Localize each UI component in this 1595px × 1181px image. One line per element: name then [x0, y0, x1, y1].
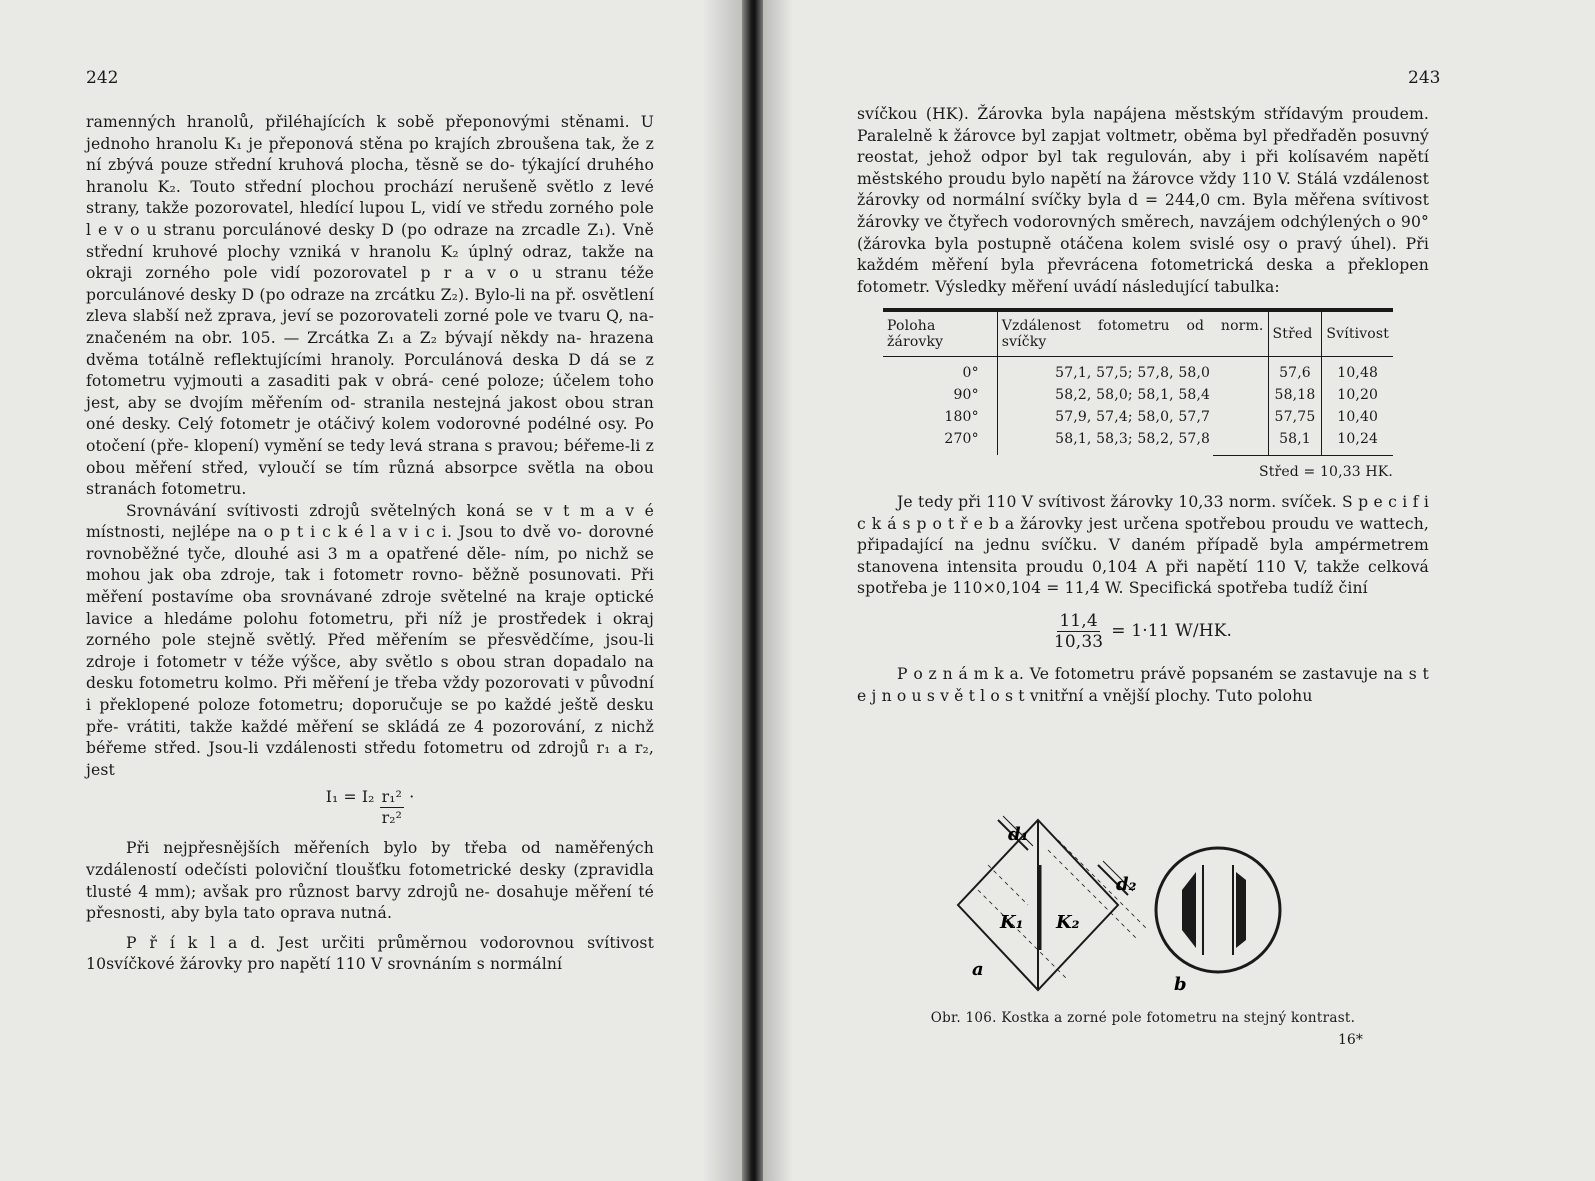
- table-cell: 58,1, 58,3; 58,2, 57,8: [997, 428, 1268, 455]
- text-line: aby světlo s obou stran dopadalo na desku fotometru kolmo.: [86, 652, 654, 693]
- specific-consumption-formula: [857, 606, 1429, 658]
- text-line: na žárovce vždy 110 V. Stálá vzdálenost žárovky od normální: [857, 169, 1429, 210]
- text-line: dosahuje měření té přesnosti, aby byla tato oprava nutná.: [86, 882, 655, 923]
- table-cell: 10,20: [1322, 384, 1393, 406]
- text-line: r₁ a r₂, jest: [86, 739, 654, 779]
- text-line: místnosti, nejlépe na o p t i c k é l a v i c i. Jsou to dvě vo-: [86, 523, 589, 542]
- figure-caption: Obr. 106. Kostka a zorné pole fotometru na stejný kontrast.: [930, 1010, 1356, 1026]
- formula-numerator: r₁²: [381, 788, 403, 807]
- right-paragraph-1: [857, 104, 1429, 298]
- right-body-text: [857, 104, 1429, 707]
- right-page-shade: [763, 0, 793, 1181]
- text-line: vzdáleností odečísti poloviční tloušťku fotometrické desky: [86, 861, 574, 879]
- label-a: a: [972, 959, 984, 980]
- field-of-view-diagram: [1156, 848, 1280, 972]
- left-page: [0, 0, 742, 1181]
- table-cell: 58,2, 58,0; 58,1, 58,4: [997, 384, 1268, 406]
- text-line: při níž je prostředek i okraj zorného pole stejně světlý. Před: [86, 609, 654, 650]
- inverse-square-formula: [86, 787, 654, 828]
- text-line: klopení) vymění se tedy levá strana s pravou; béřeme-li: [194, 436, 646, 455]
- text-line: měřením se přesvědčíme, jsou-li zdroje i fotometr v téže výšce,: [86, 631, 654, 671]
- consumption-denominator: 10,33: [1053, 632, 1104, 653]
- table-cell: 270°: [944, 431, 979, 448]
- text-line: Srovnávání svítivosti zdrojů světelných koná se v t m a v é: [126, 501, 654, 520]
- text-line: (zpravidla tlusté 4 mm); avšak pro různost barvy zdrojů ne-: [86, 861, 654, 901]
- text-line: nerušeně světlo z levé strany, takže pozorovatel, hledící lupou L,: [86, 177, 654, 218]
- text-line: poloze fotometru; doporučuje se po každé ještě desku pře-: [86, 696, 655, 736]
- table-cell: 10,48: [1322, 357, 1393, 385]
- cube-diagram: [958, 816, 1148, 990]
- table-row: [883, 428, 1393, 455]
- right-page-number: 243: [1408, 68, 1441, 88]
- text-line: světelné na kraje optické lavice a hledáme polohu fotometru,: [86, 588, 654, 628]
- table-cell: 90°: [953, 387, 979, 404]
- right-paragraph-2: [857, 492, 1429, 600]
- right-paragraph-3: [857, 664, 1429, 707]
- text-line: z obou měření střed, vyloučí se tím různá absorpce světla: [86, 436, 654, 477]
- text-line: případě byla ampérmetrem stanovena intensita proudu 0,104 A: [857, 536, 1429, 576]
- table-row: [883, 357, 1393, 385]
- left-body-text: [86, 112, 654, 976]
- table-cell: 57,6: [1268, 357, 1322, 385]
- table-cell: 10,40: [1322, 406, 1393, 428]
- table-cell: 57,75: [1268, 406, 1322, 428]
- text-line: aby i při kolísavém napětí městského proudu bylo napětí: [857, 148, 1429, 188]
- formula-denominator: r₂²: [381, 809, 403, 828]
- text-line: úhel). Při každém měření byla převrácena fotometrická deska: [857, 234, 1429, 275]
- text-line: Při měření je třeba vždy pozorovati v původní i překlopené: [86, 674, 654, 715]
- text-line: tabulka:: [1214, 277, 1280, 296]
- text-line: vrátiti, takže každé měření se skládá ze 4 pozorování, z nichž: [126, 717, 655, 736]
- left-paragraph-3: [86, 838, 654, 924]
- text-line: cené poloze; účelem toho jest, aby se dvojím měřením od-: [86, 372, 654, 412]
- table-cell: 58,1: [1268, 428, 1322, 455]
- formula-lhs: I₁ = I₂: [325, 788, 375, 807]
- text-line: proudu ve wattech, připadající na jednu svíčku. V daném: [857, 514, 1429, 555]
- text-line: na obou stranách fotometru.: [86, 458, 654, 499]
- table-cell: 180°: [944, 409, 979, 426]
- left-paragraph-4: [86, 933, 654, 976]
- label-d1: d₁: [1008, 824, 1029, 845]
- table-header-intensity: Svítivost: [1322, 310, 1393, 357]
- text-line: (po odraze na zrcadle Z₁). Vně střední kruhové plochy vzniká: [86, 220, 654, 261]
- table-cell: 57,9, 57,4; 58,0, 57,7: [997, 406, 1268, 428]
- table-body: [883, 357, 1393, 456]
- text-line: předřaděn posuvný reostat, jehož odpor byl tak regulován,: [857, 126, 1429, 167]
- text-line: stranila nestejná jakost obou stran oné desky. Celý fotometr: [86, 393, 654, 434]
- left-page-shade: [702, 0, 742, 1181]
- table-cell: 10,24: [1322, 428, 1393, 455]
- mean-rule: [1213, 455, 1393, 456]
- text-line: Při nejpřesnějších měřeních bylo by třeba od naměřených: [126, 839, 654, 858]
- text-line: P o z n á m k a. Ve fotometru právě popsaném se zastavuje: [897, 664, 1384, 683]
- text-line: v hranolu K₂ úplný odraz, takže na okraji zorného pole vidí: [86, 242, 655, 283]
- left-paragraph-1: [86, 112, 654, 501]
- table-cell: 57,1, 57,5; 57,8, 58,0: [997, 357, 1268, 385]
- left-half-field: [1182, 872, 1196, 948]
- photometer-figure: [948, 810, 1388, 1010]
- book-gutter: [742, 0, 763, 1181]
- table-mean: Střed = 10,33 HK.: [1259, 464, 1393, 481]
- consumption-fraction: [1054, 611, 1103, 652]
- label-k1: K₁: [1000, 912, 1024, 933]
- field-circle: [1156, 848, 1280, 972]
- text-line: ním, po nichž se mohou jak oba zdroje, tak i fotometr rovno-: [86, 544, 654, 585]
- table-header-distance: Vzdálenost fotometru od norm. svíčky: [997, 310, 1268, 357]
- results-table: [883, 308, 1393, 455]
- table-header-position: Poloha žárovky: [883, 310, 997, 357]
- right-page: [763, 0, 1595, 1181]
- text-line: svíčky byla d = 244,0 cm. Byla měřena svítivost žárovky ve: [857, 191, 1429, 231]
- sheet-signature: 16*: [1338, 1032, 1363, 1048]
- table-row: [883, 406, 1393, 428]
- label-d2: d₂: [1116, 874, 1137, 895]
- text-line: Je tedy při 110 V svítivost žárovky 10,33 norm. svíček.: [897, 492, 1343, 511]
- text-line: vidí ve středu zorného pole l e v o u stranu porculánové desky D: [86, 199, 654, 239]
- text-line: tak, že z ní zbývá pouze střední kruhová plocha, těsně se do-: [86, 134, 654, 175]
- table-cell: 0°: [962, 365, 979, 382]
- table-cell: 58,18: [1268, 384, 1322, 406]
- table-header-row: [883, 310, 1393, 357]
- left-paragraph-2: [86, 501, 654, 782]
- text-line: týkající druhého hranolu K₂. Touto střední plochou prochází: [86, 156, 655, 196]
- formula-end: ·: [409, 788, 415, 807]
- table-header-mean: Střed: [1268, 310, 1322, 357]
- text-line: odraze na zrcátku Z₂). Bylo-li na př. osvětlení zleva slabší: [86, 285, 654, 326]
- text-line: dorovné rovnoběžné tyče, dlouhé asi 3 m a opatřené děle-: [86, 523, 654, 563]
- right-half-field: [1236, 872, 1246, 948]
- text-line: deska D dá se z fotometru vyjmouti a zasaditi pak v obrá-: [86, 350, 654, 391]
- table-row: [883, 384, 1393, 406]
- text-line: než zprava, jeví se pozorovateli zorné pole ve tvaru Q, na-: [184, 307, 654, 326]
- text-line: pozorovatel p r a v o u stranu téže porculánové desky D (po: [86, 264, 654, 304]
- text-line: proudem. Paralelně k žárovce byl zapjat voltmetr, oběma byl: [857, 105, 1429, 145]
- text-line: P ř í k l a d. Jest určiti průměrnou vodorovnou svítivost: [126, 933, 654, 952]
- text-line: hrazena dvěma totálně reflektujícími hranoly. Porculánová: [86, 328, 654, 369]
- text-line: 10svíčkové žárovky pro napětí 110 V srovnáním s normální: [86, 955, 563, 974]
- formula-fraction: [380, 787, 404, 828]
- consumption-result: = 1·11 W/HK.: [1111, 621, 1233, 642]
- text-line: na s t e j n o u s v ě t l o s t vnitřní a vnější plochy. Tuto polohu: [857, 664, 1429, 705]
- label-k2: K₂: [1056, 912, 1080, 933]
- text-line: běžně posunovati. Při měření postavíme oba srovnávané zdroje: [86, 566, 654, 607]
- text-line: je otáčivý kolem vodorovné podélné osy. Po otočení (pře-: [86, 415, 654, 455]
- text-line: a překlopen fotometr. Výsledky měření uvádí následující: [857, 256, 1429, 296]
- text-line: ramenných hranolů, přiléhajících k sobě přeponovými stěnami.: [86, 113, 641, 131]
- light-ray-2: [978, 890, 1068, 980]
- text-line: čtyřech vodorovných směrech, navzájem odchýlených o 90°: [948, 212, 1429, 231]
- text-line: při napětí 110 V, takže celková spotřeba je 110×0,104 = 11,4 W.: [857, 557, 1429, 598]
- light-ray-1: [988, 865, 1028, 905]
- text-line: U jednoho hranolu K₁ je přeponová stěna po krajích zbroušena: [86, 113, 654, 153]
- left-page-number: 242: [86, 68, 119, 88]
- text-line: Specifická spotřeba tudíž činí: [1128, 579, 1368, 598]
- text-line: S p e c i f i c k á s p o t ř e b a žárovky jest určena spotřebou: [857, 492, 1429, 533]
- text-line: značeném na obr. 105. — Zrcátka Z₁ a Z₂ bývají někdy na-: [86, 328, 590, 347]
- label-b: b: [1174, 974, 1187, 995]
- text-line: béřeme střed. Jsou-li vzdálenosti středu fotometru od zdrojů: [86, 739, 597, 758]
- text-line: svíčkou (HK). Žárovka byla napájena městským střídavým: [857, 105, 1352, 123]
- text-line: (žárovka byla postupně otáčena kolem svislé osy o pravý: [857, 234, 1351, 253]
- consumption-numerator: 11,4: [1059, 611, 1098, 632]
